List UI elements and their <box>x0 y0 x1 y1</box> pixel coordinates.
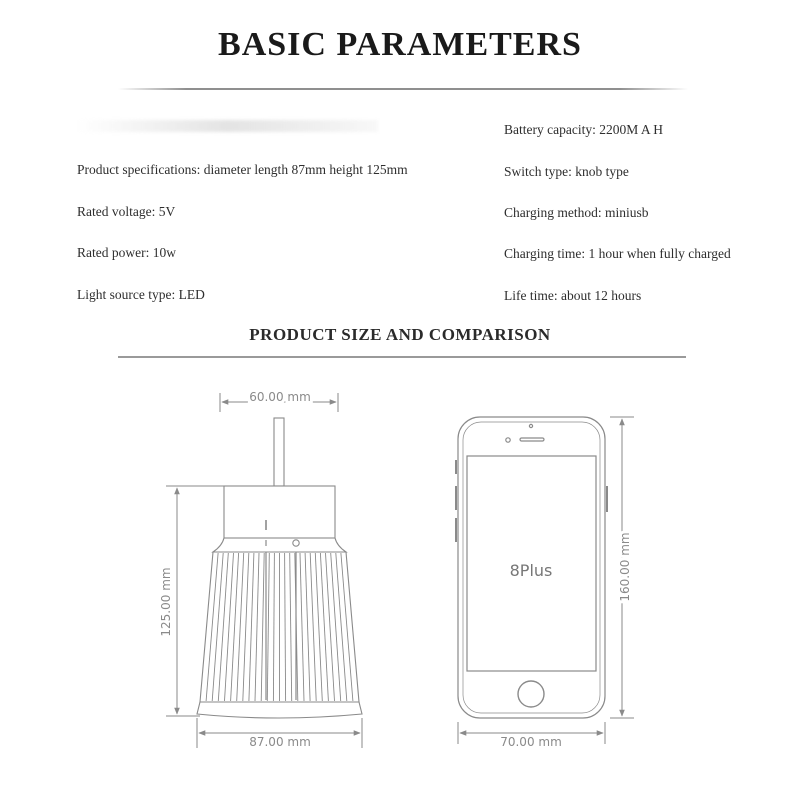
switch-mark-off <box>293 540 299 546</box>
phone-width-label: 70.00 mm <box>500 735 562 749</box>
lamp-top-width-label: 60.00 mm <box>249 390 311 404</box>
lamp-cage-bar <box>336 553 347 701</box>
lamp-cage-bar <box>206 553 218 701</box>
lamp-drawing <box>197 418 362 718</box>
param-charging-method: Charging method: miniusb <box>504 205 649 220</box>
lamp-cage-bar <box>255 553 259 701</box>
lamp-cage-bars <box>206 553 353 701</box>
page-title: BASIC PARAMETERS <box>218 26 582 63</box>
param-light-source: Light source type: LED <box>77 287 205 302</box>
lamp-cage-bar <box>331 553 341 701</box>
lamp-cage-bar <box>285 553 286 701</box>
param-switch-type: Switch type: knob type <box>504 164 629 179</box>
param-life-time: Life time: about 12 hours <box>504 288 642 303</box>
lamp-cage-bar <box>290 553 292 701</box>
param-battery-capacity: Battery capacity: 2200M A H <box>504 122 663 137</box>
phone-height-label: 160.00 mm <box>618 532 632 602</box>
phone-camera <box>506 438 510 442</box>
lamp-shoulder <box>213 538 346 552</box>
lamp-cage-bar <box>273 553 274 701</box>
lamp-cage-bar <box>341 553 353 701</box>
phone-front-sensor <box>529 424 532 427</box>
lamp-cage-bar <box>212 553 223 701</box>
lamp-cage-bar <box>261 553 264 701</box>
lamp-cage-bar <box>310 553 316 701</box>
phone-model-label: 8Plus <box>509 561 553 580</box>
lamp-cage-bar <box>243 553 249 701</box>
phone-home-button <box>518 681 544 707</box>
param-charging-time: Charging time: 1 hour when fully charged <box>504 246 731 261</box>
lamp-cage-bar <box>305 553 310 701</box>
lamp-rod <box>274 418 284 486</box>
param-rated-voltage: Rated voltage: 5V <box>77 204 176 219</box>
param-rated-power: Rated power: 10w <box>77 245 176 260</box>
lamp-cage-bar <box>267 553 269 701</box>
section-title: PRODUCT SIZE AND COMPARISON <box>249 325 551 344</box>
lamp-height-label: 125.00 mm <box>159 567 173 637</box>
phone-speaker <box>520 438 544 441</box>
param-specifications: Product specifications: diameter length 87mm height 125mm <box>77 162 408 177</box>
lamp-base-width-label: 87.00 mm <box>249 735 311 749</box>
lamp-cage-bar <box>249 553 254 701</box>
lamp-cap <box>224 486 335 538</box>
lamp-height-dimension <box>166 486 224 716</box>
lamp-cage-bar <box>218 553 228 701</box>
lamp-cage-bar <box>300 553 304 701</box>
lamp-base <box>197 702 362 718</box>
